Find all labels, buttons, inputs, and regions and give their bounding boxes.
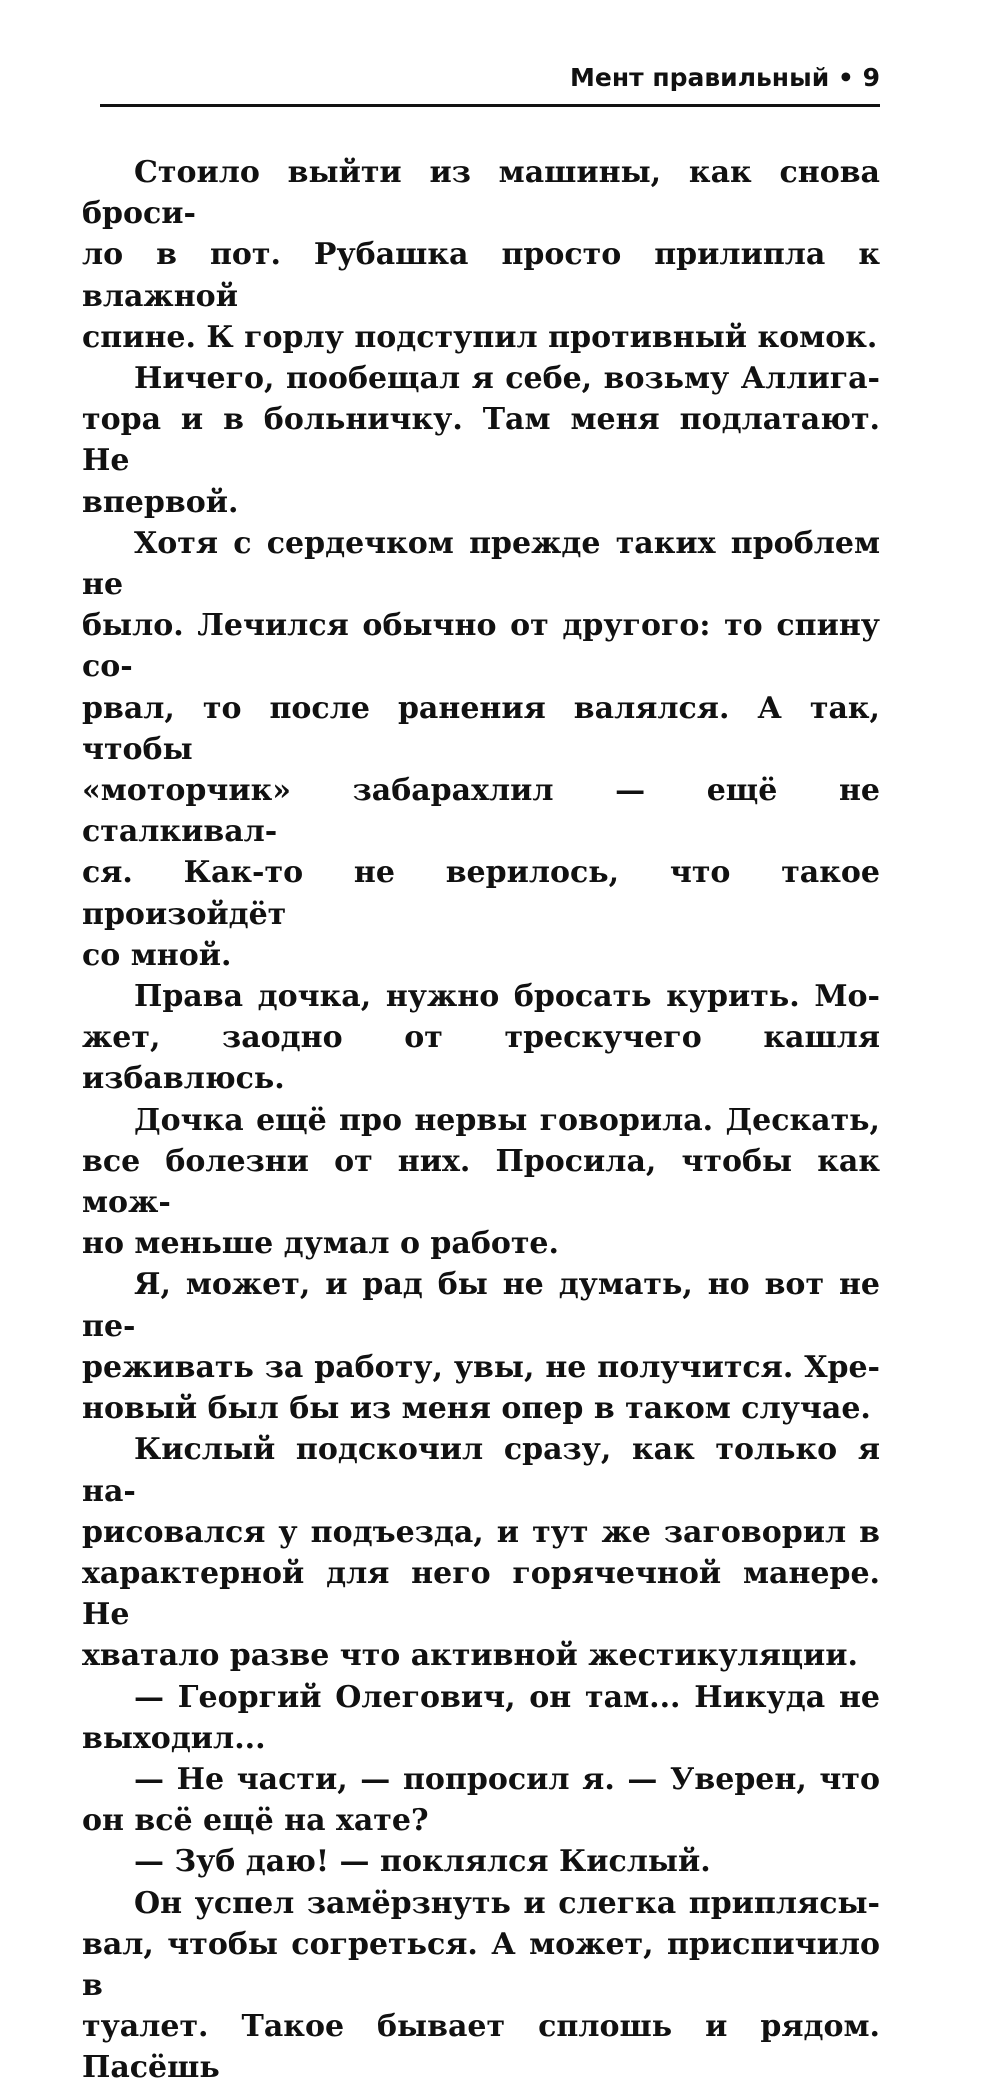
text-line: — Не части, — попросил я. — Уверен, что [134, 1761, 880, 1797]
header-rule [100, 104, 880, 107]
text-line: Кислый подскочил сразу, как только я на- [82, 1432, 880, 1509]
text-line: «моторчик» забарахлил — ещё не сталкивал- [82, 773, 880, 850]
running-header: Мент правильный • 9 [570, 63, 880, 92]
text-line: было. Лечился обычно от другого: то спину со- [82, 608, 880, 685]
text-line: хватало разве что активной жестикуляции. [82, 1638, 858, 1674]
text-line: Он успел замёрзнуть и слегка приплясы- [134, 1885, 880, 1921]
text-line: тора и в больничку. Там меня подлатают. Не [82, 402, 880, 479]
text-line: — Зуб даю! — поклялся Кислый. [134, 1844, 711, 1880]
text-line: выходил... [82, 1720, 266, 1756]
paragraph-9 [82, 1759, 880, 1841]
text-line: реживать за работу, увы, не получится. Хре- [82, 1349, 880, 1385]
text-line: Дочка ещё про нервы говорила. Дескать, [134, 1102, 880, 1138]
text-line: туалет. Такое бывает сплошь и рядом. Пасёшь [82, 2009, 880, 2086]
book-text [82, 152, 880, 2089]
text-line: со мной. [82, 937, 232, 973]
text-line: Стоило выйти из машины, как снова броси- [82, 155, 880, 232]
text-line: Ничего, пообещал я себе, возьму Аллига- [134, 361, 880, 397]
paragraph-5 [82, 1100, 880, 1265]
text-line: Хотя с сердечком прежде таких проблем не [82, 525, 880, 603]
text-line: жет, заодно от трескучего кашля избавлюсь. [82, 1020, 880, 1097]
text-line: Права дочка, нужно бросать курить. Мо- [134, 979, 880, 1015]
text-line: спине. К горлу подступил противный комок. [82, 319, 878, 355]
text-line: но меньше думал о работе. [82, 1226, 559, 1262]
paragraph-8 [82, 1677, 880, 1759]
text-line: вал, чтобы согреться. А может, приспичило в [82, 1926, 880, 2003]
text-line: Я, может, и рад бы не думать, но вот не пе- [82, 1267, 880, 1344]
paragraph-11 [82, 1883, 880, 2089]
paragraph-3 [82, 523, 880, 976]
text-line: — Георгий Олегович, он там... Никуда не [134, 1679, 880, 1715]
paragraph-6 [82, 1264, 880, 1429]
text-line: характерной для него горячечной манере. Не [82, 1555, 880, 1633]
paragraph-7 [82, 1429, 880, 1676]
text-line: рисовался у подъезда, и тут же заговорил в [82, 1514, 880, 1550]
paragraph-4 [82, 976, 880, 1100]
text-line: ся. Как-то не верилось, что такое произойдёт [82, 855, 880, 932]
text-line: ло в пот. Рубашка просто прилипла к влажной [82, 237, 880, 314]
paragraph-1 [82, 152, 880, 358]
text-line: впервой. [82, 484, 239, 520]
paragraph-2 [82, 358, 880, 523]
text-line: рвал, то после ранения валялся. А так, чтобы [82, 690, 880, 767]
text-line: все болезни от них. Просила, чтобы как мож- [82, 1143, 880, 1221]
text-line: новый был бы из меня опер в таком случае. [82, 1391, 871, 1427]
text-line: он всё ещё на хате? [82, 1803, 429, 1839]
paragraph-10 [82, 1841, 880, 1882]
